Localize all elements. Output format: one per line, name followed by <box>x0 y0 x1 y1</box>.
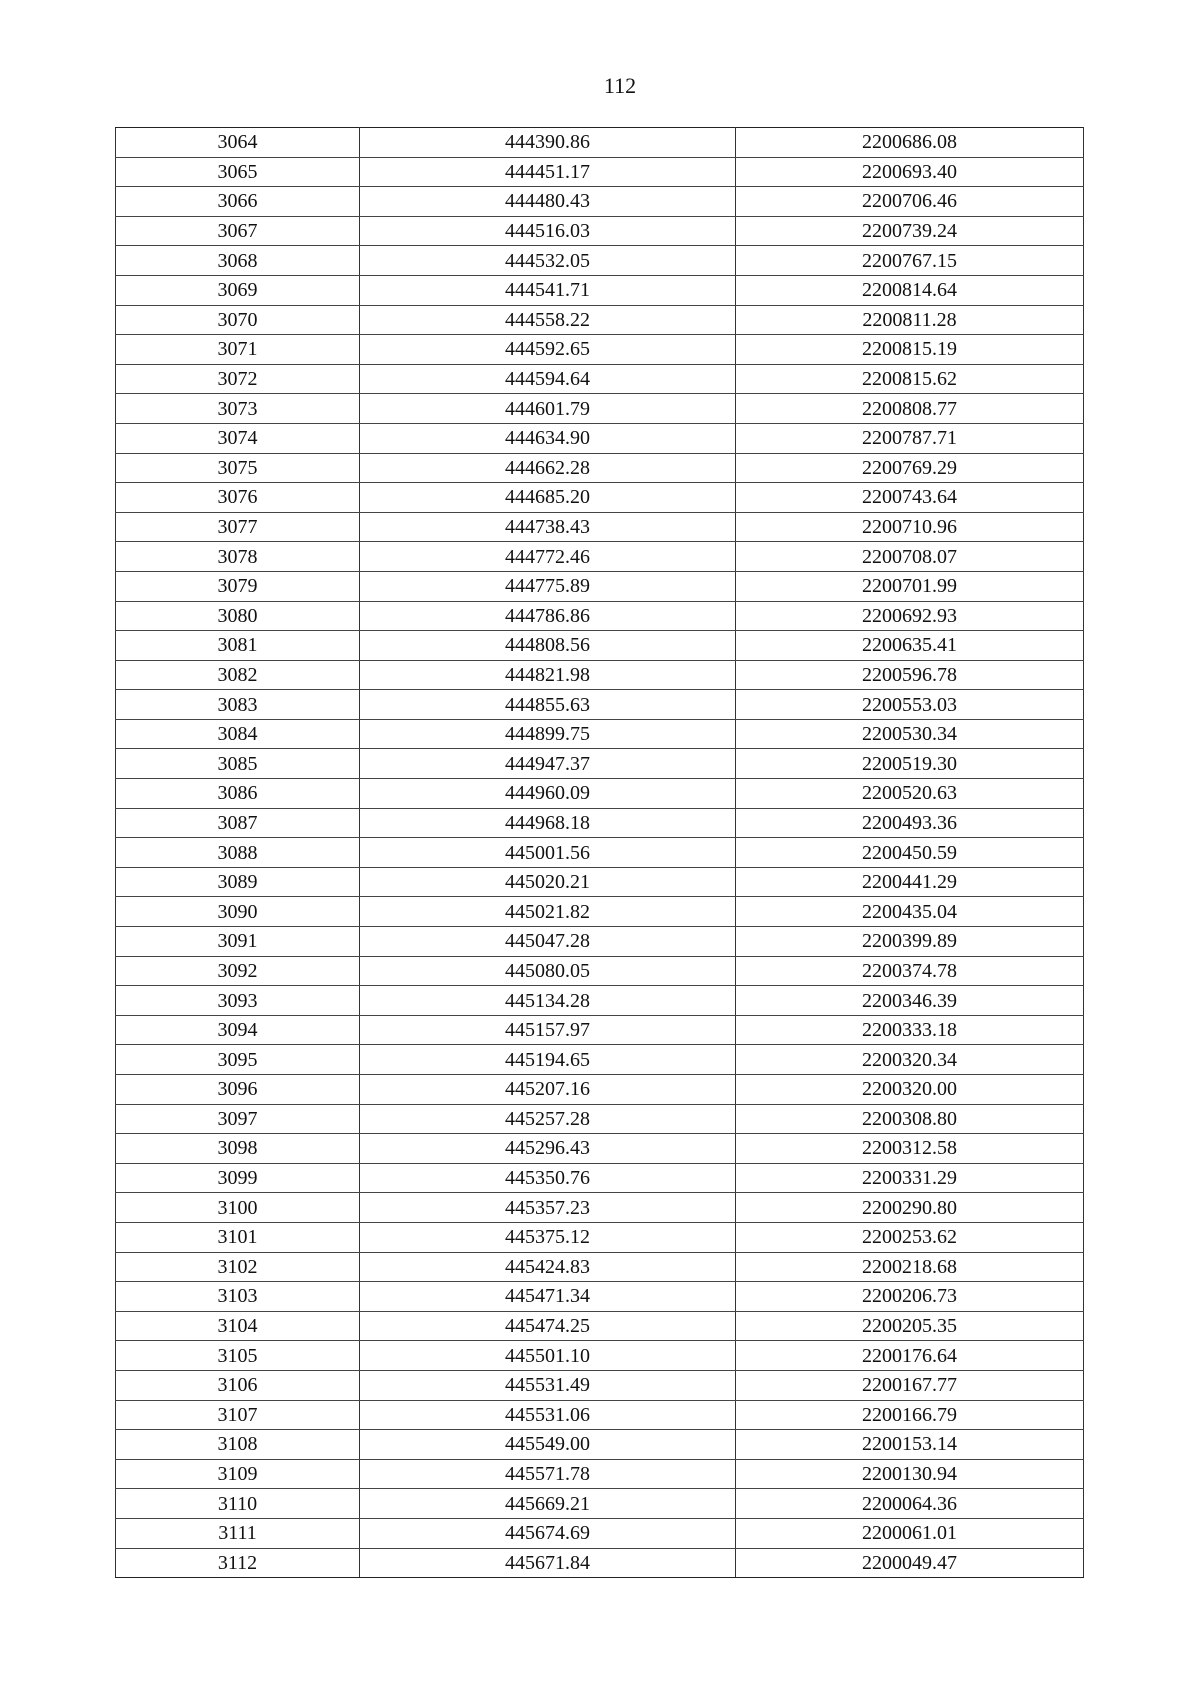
table-row <box>116 1341 1084 1371</box>
x-coordinate-cell: 445669.21 <box>360 1489 736 1519</box>
table-row <box>116 542 1084 572</box>
table-row <box>116 216 1084 246</box>
y-coordinate-cell: 2200399.89 <box>736 927 1084 957</box>
x-coordinate-cell: 444947.37 <box>360 749 736 779</box>
y-coordinate-cell: 2200767.15 <box>736 246 1084 276</box>
y-coordinate-cell: 2200441.29 <box>736 867 1084 897</box>
point-number-cell: 3096 <box>116 1075 360 1105</box>
y-coordinate-cell: 2200769.29 <box>736 453 1084 483</box>
table-row <box>116 986 1084 1016</box>
table-row <box>116 690 1084 720</box>
y-coordinate-cell: 2200815.19 <box>736 335 1084 365</box>
x-coordinate-cell: 445674.69 <box>360 1518 736 1548</box>
table-row <box>116 1489 1084 1519</box>
point-number-cell: 3076 <box>116 483 360 513</box>
x-coordinate-cell: 445021.82 <box>360 897 736 927</box>
table-row <box>116 157 1084 187</box>
y-coordinate-cell: 2200320.00 <box>736 1075 1084 1105</box>
x-coordinate-cell: 445207.16 <box>360 1075 736 1105</box>
y-coordinate-cell: 2200787.71 <box>736 423 1084 453</box>
point-number-cell: 3106 <box>116 1370 360 1400</box>
x-coordinate-cell: 444594.64 <box>360 364 736 394</box>
y-coordinate-cell: 2200130.94 <box>736 1459 1084 1489</box>
y-coordinate-cell: 2200710.96 <box>736 512 1084 542</box>
y-coordinate-cell: 2200290.80 <box>736 1193 1084 1223</box>
x-coordinate-cell: 445375.12 <box>360 1222 736 1252</box>
table-row <box>116 1104 1084 1134</box>
table-row <box>116 305 1084 335</box>
table-row <box>116 1548 1084 1578</box>
point-number-cell: 3100 <box>116 1193 360 1223</box>
table-row <box>116 1193 1084 1223</box>
x-coordinate-cell: 445531.06 <box>360 1400 736 1430</box>
y-coordinate-cell: 2200530.34 <box>736 719 1084 749</box>
table-row <box>116 246 1084 276</box>
table-row <box>116 838 1084 868</box>
y-coordinate-cell: 2200218.68 <box>736 1252 1084 1282</box>
y-coordinate-cell: 2200808.77 <box>736 394 1084 424</box>
x-coordinate-cell: 445471.34 <box>360 1282 736 1312</box>
y-coordinate-cell: 2200064.36 <box>736 1489 1084 1519</box>
table-row <box>116 631 1084 661</box>
table-row <box>116 1370 1084 1400</box>
table-row <box>116 335 1084 365</box>
table-row <box>116 512 1084 542</box>
point-number-cell: 3067 <box>116 216 360 246</box>
table-row <box>116 1430 1084 1460</box>
point-number-cell: 3065 <box>116 157 360 187</box>
table-row <box>116 1311 1084 1341</box>
x-coordinate-cell: 445080.05 <box>360 956 736 986</box>
point-number-cell: 3090 <box>116 897 360 927</box>
point-number-cell: 3083 <box>116 690 360 720</box>
point-number-cell: 3087 <box>116 808 360 838</box>
y-coordinate-cell: 2200519.30 <box>736 749 1084 779</box>
x-coordinate-cell: 445549.00 <box>360 1430 736 1460</box>
point-number-cell: 3078 <box>116 542 360 572</box>
table-row <box>116 867 1084 897</box>
table-row <box>116 1252 1084 1282</box>
x-coordinate-cell: 444786.86 <box>360 601 736 631</box>
table-row <box>116 956 1084 986</box>
x-coordinate-cell: 445531.49 <box>360 1370 736 1400</box>
table-row <box>116 897 1084 927</box>
y-coordinate-cell: 2200253.62 <box>736 1222 1084 1252</box>
table-row <box>116 1075 1084 1105</box>
point-number-cell: 3091 <box>116 927 360 957</box>
point-number-cell: 3082 <box>116 660 360 690</box>
x-coordinate-cell: 444821.98 <box>360 660 736 690</box>
y-coordinate-cell: 2200811.28 <box>736 305 1084 335</box>
point-number-cell: 3079 <box>116 571 360 601</box>
table-row <box>116 749 1084 779</box>
y-coordinate-cell: 2200333.18 <box>736 1015 1084 1045</box>
table-row <box>116 128 1084 158</box>
point-number-cell: 3064 <box>116 128 360 158</box>
x-coordinate-cell: 445001.56 <box>360 838 736 868</box>
y-coordinate-cell: 2200493.36 <box>736 808 1084 838</box>
x-coordinate-cell: 444541.71 <box>360 275 736 305</box>
y-coordinate-cell: 2200706.46 <box>736 187 1084 217</box>
y-coordinate-cell: 2200346.39 <box>736 986 1084 1016</box>
table-row <box>116 660 1084 690</box>
point-number-cell: 3097 <box>116 1104 360 1134</box>
x-coordinate-cell: 445350.76 <box>360 1163 736 1193</box>
table-row <box>116 1134 1084 1164</box>
point-number-cell: 3104 <box>116 1311 360 1341</box>
x-coordinate-cell: 444662.28 <box>360 453 736 483</box>
x-coordinate-cell: 444772.46 <box>360 542 736 572</box>
table-row <box>116 1518 1084 1548</box>
table-row <box>116 1045 1084 1075</box>
y-coordinate-cell: 2200061.01 <box>736 1518 1084 1548</box>
y-coordinate-cell: 2200206.73 <box>736 1282 1084 1312</box>
x-coordinate-cell: 445047.28 <box>360 927 736 957</box>
y-coordinate-cell: 2200374.78 <box>736 956 1084 986</box>
x-coordinate-cell: 444516.03 <box>360 216 736 246</box>
x-coordinate-cell: 444592.65 <box>360 335 736 365</box>
table-row <box>116 601 1084 631</box>
x-coordinate-cell: 445134.28 <box>360 986 736 1016</box>
point-number-cell: 3081 <box>116 631 360 661</box>
y-coordinate-cell: 2200308.80 <box>736 1104 1084 1134</box>
y-coordinate-cell: 2200331.29 <box>736 1163 1084 1193</box>
y-coordinate-cell: 2200153.14 <box>736 1430 1084 1460</box>
x-coordinate-cell: 445571.78 <box>360 1459 736 1489</box>
y-coordinate-cell: 2200520.63 <box>736 779 1084 809</box>
x-coordinate-cell: 444532.05 <box>360 246 736 276</box>
point-number-cell: 3068 <box>116 246 360 276</box>
x-coordinate-cell: 444634.90 <box>360 423 736 453</box>
point-number-cell: 3102 <box>116 1252 360 1282</box>
point-number-cell: 3085 <box>116 749 360 779</box>
point-number-cell: 3110 <box>116 1489 360 1519</box>
table-row <box>116 394 1084 424</box>
table-row <box>116 453 1084 483</box>
point-number-cell: 3086 <box>116 779 360 809</box>
y-coordinate-cell: 2200701.99 <box>736 571 1084 601</box>
point-number-cell: 3088 <box>116 838 360 868</box>
x-coordinate-cell: 445257.28 <box>360 1104 736 1134</box>
y-coordinate-cell: 2200739.24 <box>736 216 1084 246</box>
point-number-cell: 3084 <box>116 719 360 749</box>
point-number-cell: 3092 <box>116 956 360 986</box>
y-coordinate-cell: 2200635.41 <box>736 631 1084 661</box>
y-coordinate-cell: 2200743.64 <box>736 483 1084 513</box>
point-number-cell: 3101 <box>116 1222 360 1252</box>
x-coordinate-cell: 444968.18 <box>360 808 736 838</box>
y-coordinate-cell: 2200553.03 <box>736 690 1084 720</box>
x-coordinate-cell: 445501.10 <box>360 1341 736 1371</box>
point-number-cell: 3071 <box>116 335 360 365</box>
table-row <box>116 187 1084 217</box>
table-row <box>116 779 1084 809</box>
x-coordinate-cell: 445020.21 <box>360 867 736 897</box>
table-row <box>116 483 1084 513</box>
x-coordinate-cell: 445474.25 <box>360 1311 736 1341</box>
x-coordinate-cell: 444601.79 <box>360 394 736 424</box>
point-number-cell: 3105 <box>116 1341 360 1371</box>
y-coordinate-cell: 2200815.62 <box>736 364 1084 394</box>
y-coordinate-cell: 2200596.78 <box>736 660 1084 690</box>
coordinate-table <box>115 127 1084 1578</box>
y-coordinate-cell: 2200320.34 <box>736 1045 1084 1075</box>
x-coordinate-cell: 445296.43 <box>360 1134 736 1164</box>
y-coordinate-cell: 2200312.58 <box>736 1134 1084 1164</box>
table-row <box>116 1282 1084 1312</box>
x-coordinate-cell: 444775.89 <box>360 571 736 601</box>
page-number: 112 <box>603 73 637 98</box>
y-coordinate-cell: 2200049.47 <box>736 1548 1084 1578</box>
point-number-cell: 3075 <box>116 453 360 483</box>
point-number-cell: 3066 <box>116 187 360 217</box>
table-row <box>116 1459 1084 1489</box>
y-coordinate-cell: 2200176.64 <box>736 1341 1084 1371</box>
table-row <box>116 571 1084 601</box>
table-row <box>116 1015 1084 1045</box>
point-number-cell: 3111 <box>116 1518 360 1548</box>
table-row <box>116 1222 1084 1252</box>
y-coordinate-cell: 2200205.35 <box>736 1311 1084 1341</box>
table-row <box>116 1163 1084 1193</box>
table-row <box>116 1400 1084 1430</box>
x-coordinate-cell: 444808.56 <box>360 631 736 661</box>
point-number-cell: 3099 <box>116 1163 360 1193</box>
y-coordinate-cell: 2200814.64 <box>736 275 1084 305</box>
x-coordinate-cell: 444685.20 <box>360 483 736 513</box>
table-row <box>116 719 1084 749</box>
y-coordinate-cell: 2200435.04 <box>736 897 1084 927</box>
point-number-cell: 3103 <box>116 1282 360 1312</box>
y-coordinate-cell: 2200450.59 <box>736 838 1084 868</box>
point-number-cell: 3108 <box>116 1430 360 1460</box>
x-coordinate-cell: 445671.84 <box>360 1548 736 1578</box>
x-coordinate-cell: 444390.86 <box>360 128 736 158</box>
y-coordinate-cell: 2200693.40 <box>736 157 1084 187</box>
x-coordinate-cell: 444899.75 <box>360 719 736 749</box>
x-coordinate-cell: 444558.22 <box>360 305 736 335</box>
point-number-cell: 3109 <box>116 1459 360 1489</box>
x-coordinate-cell: 444855.63 <box>360 690 736 720</box>
x-coordinate-cell: 444480.43 <box>360 187 736 217</box>
table-row <box>116 927 1084 957</box>
point-number-cell: 3074 <box>116 423 360 453</box>
x-coordinate-cell: 445357.23 <box>360 1193 736 1223</box>
x-coordinate-cell: 445157.97 <box>360 1015 736 1045</box>
point-number-cell: 3072 <box>116 364 360 394</box>
point-number-cell: 3098 <box>116 1134 360 1164</box>
table-row <box>116 364 1084 394</box>
y-coordinate-cell: 2200167.77 <box>736 1370 1084 1400</box>
point-number-cell: 3093 <box>116 986 360 1016</box>
table-row <box>116 423 1084 453</box>
table-row <box>116 275 1084 305</box>
point-number-cell: 3095 <box>116 1045 360 1075</box>
point-number-cell: 3070 <box>116 305 360 335</box>
x-coordinate-cell: 444451.17 <box>360 157 736 187</box>
table-row <box>116 808 1084 838</box>
x-coordinate-cell: 444738.43 <box>360 512 736 542</box>
x-coordinate-cell: 445194.65 <box>360 1045 736 1075</box>
point-number-cell: 3077 <box>116 512 360 542</box>
x-coordinate-cell: 445424.83 <box>360 1252 736 1282</box>
y-coordinate-cell: 2200686.08 <box>736 128 1084 158</box>
point-number-cell: 3112 <box>116 1548 360 1578</box>
point-number-cell: 3107 <box>116 1400 360 1430</box>
point-number-cell: 3080 <box>116 601 360 631</box>
point-number-cell: 3094 <box>116 1015 360 1045</box>
y-coordinate-cell: 2200708.07 <box>736 542 1084 572</box>
y-coordinate-cell: 2200166.79 <box>736 1400 1084 1430</box>
y-coordinate-cell: 2200692.93 <box>736 601 1084 631</box>
coordinate-table-body <box>116 128 1084 1578</box>
point-number-cell: 3069 <box>116 275 360 305</box>
point-number-cell: 3073 <box>116 394 360 424</box>
point-number-cell: 3089 <box>116 867 360 897</box>
x-coordinate-cell: 444960.09 <box>360 779 736 809</box>
